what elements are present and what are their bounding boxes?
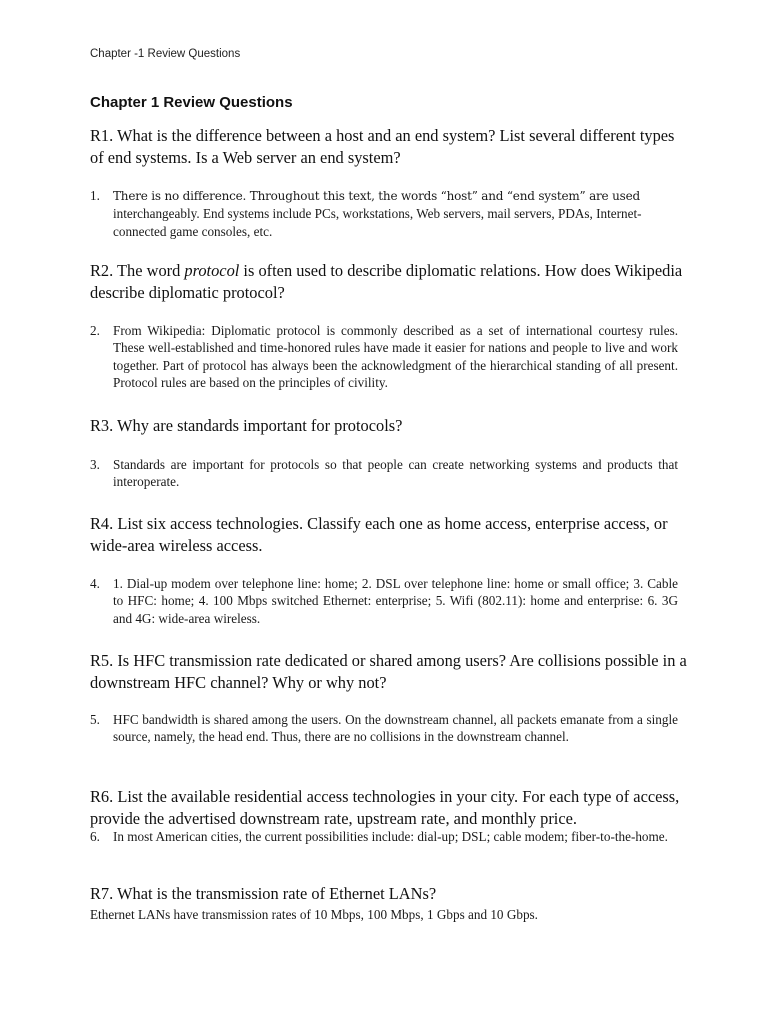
answer-3-text: Standards are important for protocols so that people can create networking systems and products that interoperate. bbox=[113, 457, 678, 490]
answer-6-text: In most American cities, the current possibilities include: dial-up; DSL; cable modem; fiber-to-the-home. bbox=[113, 829, 668, 844]
answer-2 bbox=[90, 322, 678, 392]
chapter-title: Chapter 1 Review Questions bbox=[90, 94, 293, 111]
answer-4 bbox=[90, 575, 678, 627]
answer-7: Ethernet LANs have transmission rates of 10 Mbps, 100 Mbps, 1 Gbps and 10 Gbps. bbox=[90, 907, 538, 922]
answer-2-text: From Wikipedia: Diplomatic protocol is commonly described as a set of international courtesy rules. These well-established and time-honored rules have made it easier for nations and people to live and work together. Part of protocol has always been the acknowledgment of the hierarchical standing of all present. Protocol rules are based on the principles of civility. bbox=[113, 323, 678, 391]
answer-5-text: HFC bandwidth is shared among the users. On the downstream channel, all packets emanate from a single source, namely, the head end. Thus, there are no collisions in the downstream channel. bbox=[113, 712, 678, 745]
question-r2-emphasis: protocol bbox=[184, 261, 240, 280]
running-header: Chapter -1 Review Questions bbox=[90, 48, 241, 60]
answer-4-text: 1. Dial-up modem over telephone line: home; 2. DSL over telephone line: home or small office; 3. Cable to HFC: home; 4. 100 Mbps switched Ethernet: enterprise; 5. Wifi (802.11): home and enterprise: 6. 3G and 4G: wide-area wireless. bbox=[113, 576, 678, 626]
answer-number: 4. bbox=[90, 576, 100, 591]
question-r6: R6. List the available residential access technologies in your city. For each type of access, provide the advertised downstream rate, upstream rate, and monthly price. bbox=[90, 787, 680, 828]
answer-number: 1. bbox=[90, 188, 100, 203]
answer-number: 2. bbox=[90, 323, 100, 338]
answer-number: 5. bbox=[90, 712, 100, 727]
answer-1 bbox=[90, 187, 678, 240]
answer-3 bbox=[90, 456, 678, 491]
question-r3: R3. Why are standards important for protocols? bbox=[90, 416, 403, 435]
answer-1-line-1: There is no difference. Throughout this text, the words “host” and “end system” are used bbox=[113, 189, 640, 203]
answer-5 bbox=[90, 711, 678, 746]
question-r4: R4. List six access technologies. Classify each one as home access, enterprise access, or wide-area wireless access. bbox=[90, 514, 668, 555]
question-r5: R5. Is HFC transmission rate dedicated or shared among users? Are collisions possible in a downstream HFC channel? Why or why not? bbox=[90, 651, 687, 692]
question-r7: R7. What is the transmission rate of Ethernet LANs? bbox=[90, 884, 437, 903]
answer-number: 3. bbox=[90, 457, 100, 472]
question-r1: R1. What is the difference between a host and an end system? List several different types of end systems. Is a Web server an end system? bbox=[90, 126, 675, 167]
answer-1-rest: interchangeably. End systems include PCs, workstations, Web servers, mail servers, PDAs, Internet-connected game consoles, etc. bbox=[113, 206, 642, 239]
answer-number: 6. bbox=[90, 829, 100, 844]
question-r2: R2. The word protocol is often used to describe diplomatic relations. How does Wikipedia describe diplomatic protocol? bbox=[90, 261, 683, 302]
answer-6 bbox=[90, 828, 678, 845]
